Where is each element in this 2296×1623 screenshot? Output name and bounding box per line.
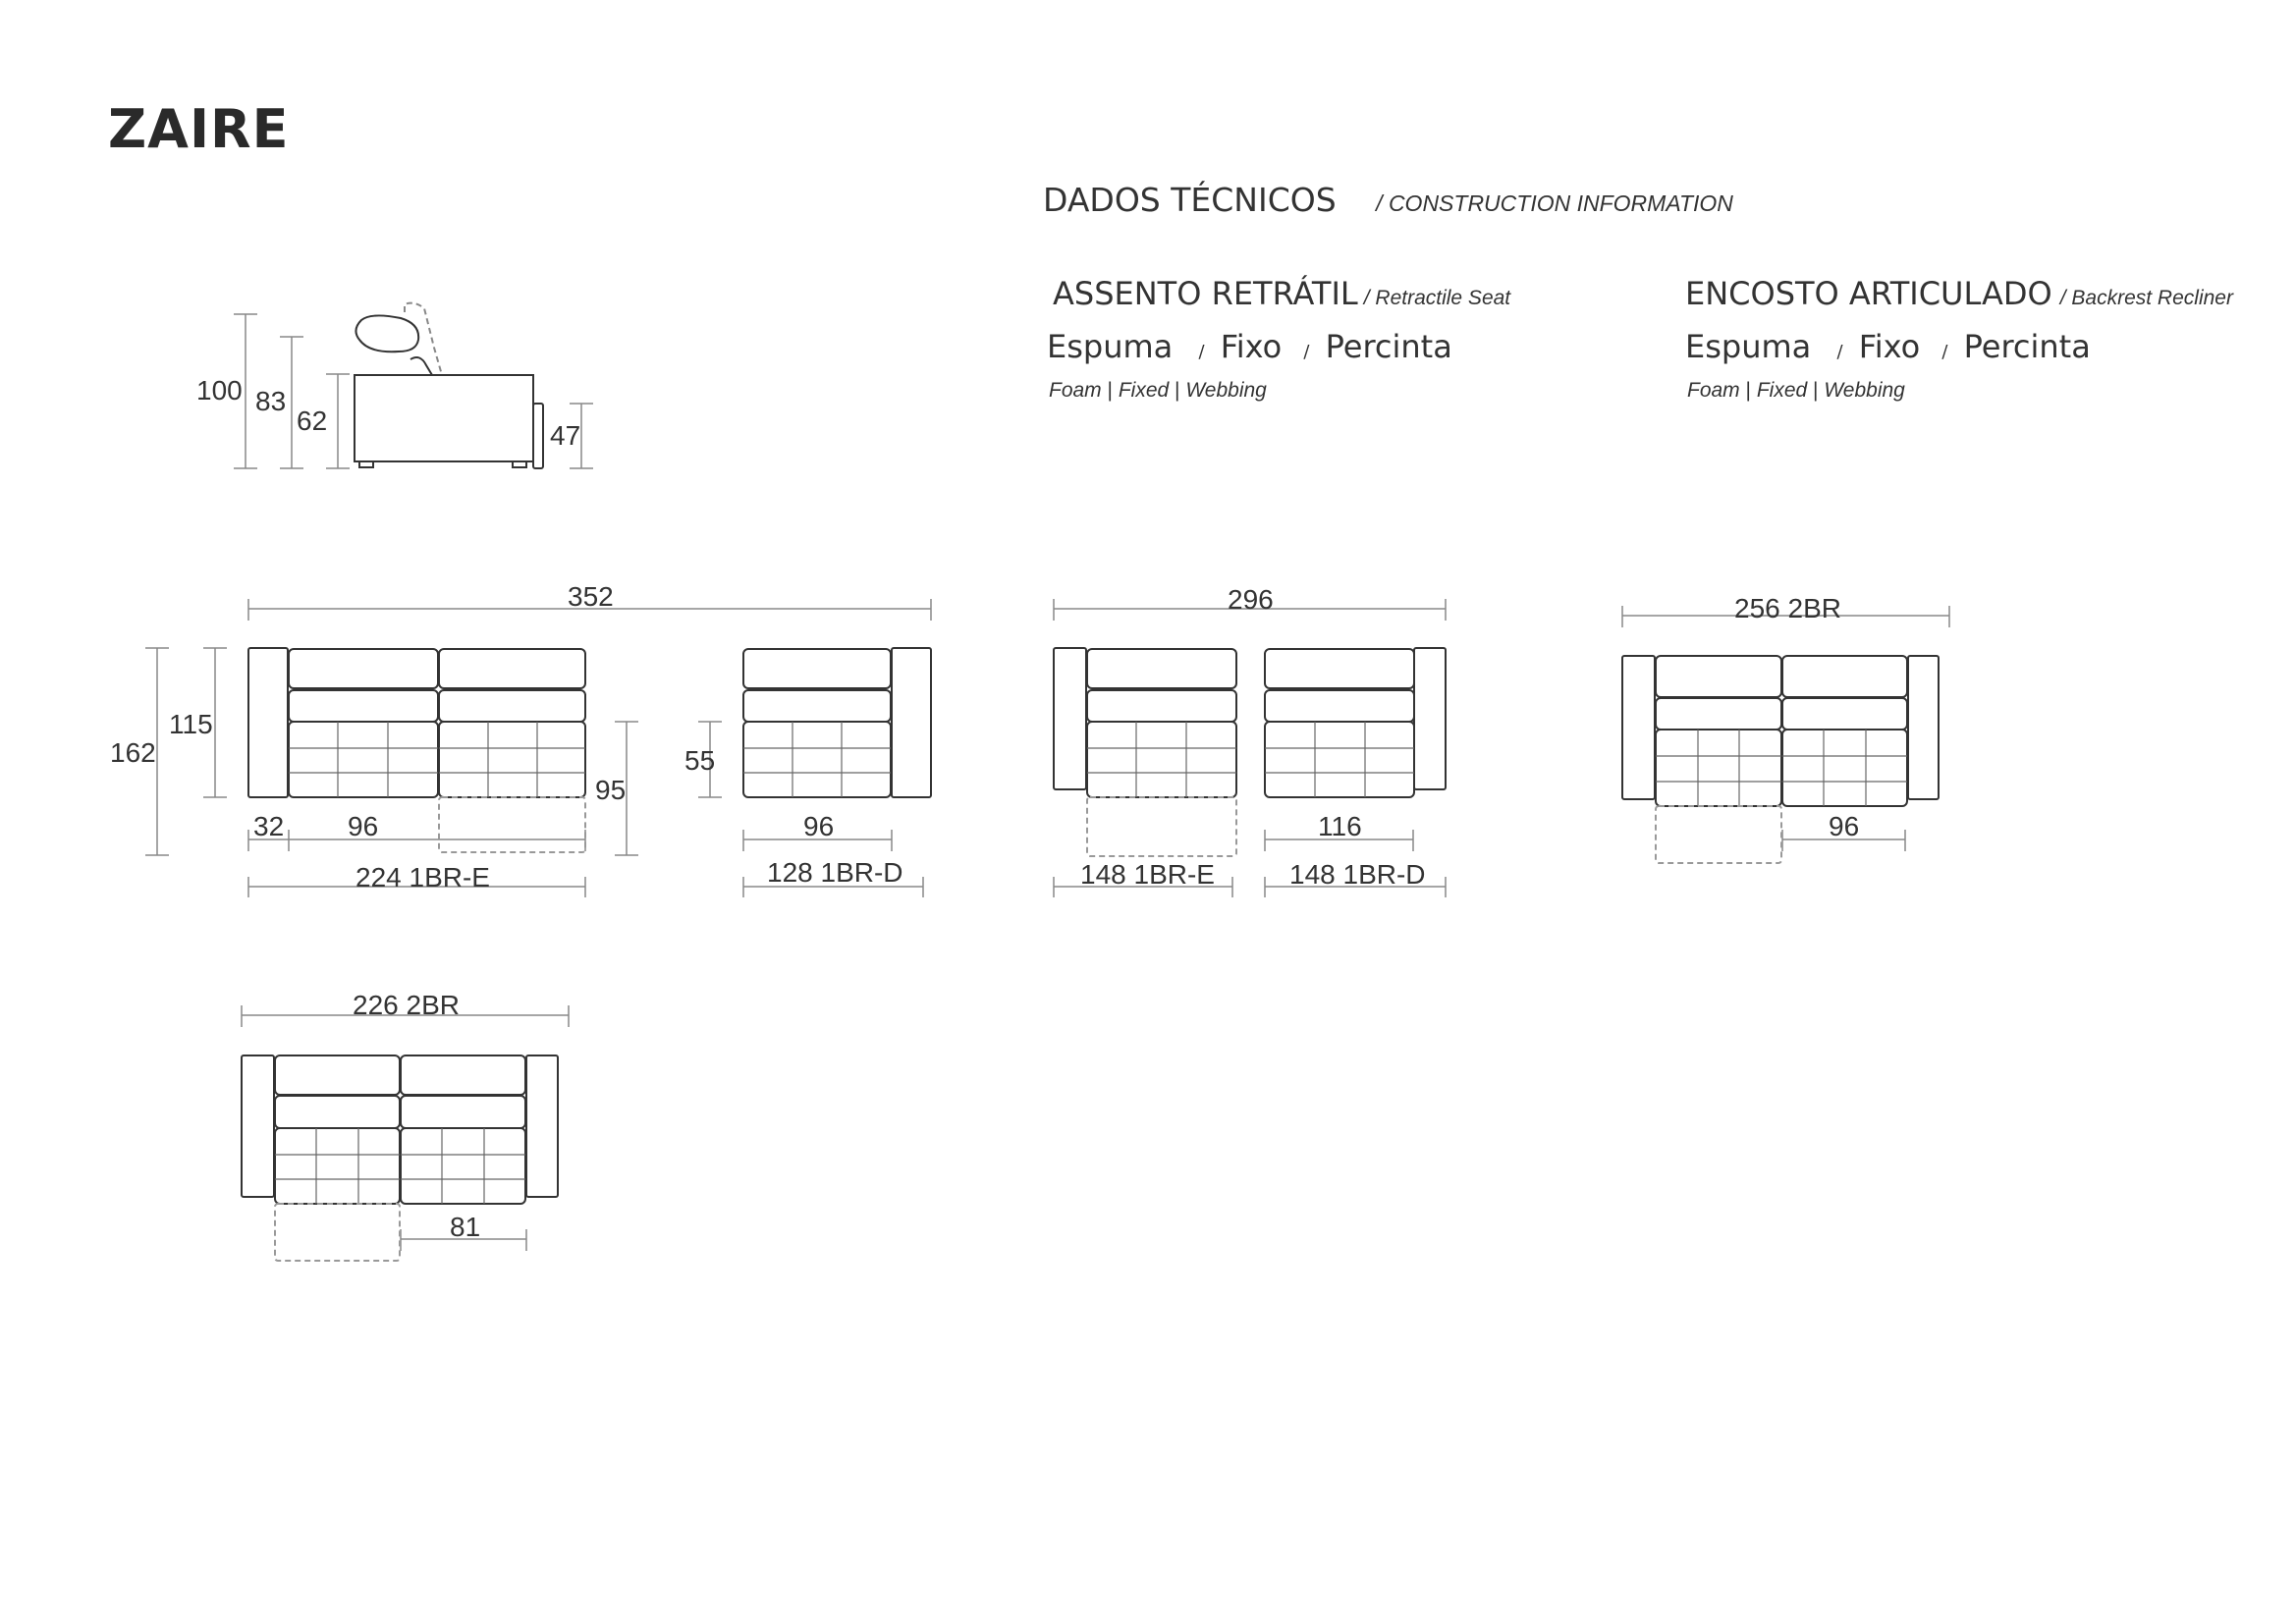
material-fixed-en: Fixed: [1118, 379, 1170, 402]
layout-296: [1054, 599, 1446, 897]
material-fixed-pt: Fixo: [1220, 328, 1283, 365]
dim-height-62: 62: [297, 406, 328, 436]
material-foam-en: Foam: [1687, 379, 1740, 402]
spec-heading-sub: / Retractile Seat: [1363, 287, 1511, 309]
section-title-en: / CONSTRUCTION INFORMATION: [1376, 190, 1733, 216]
dim-55: 55: [684, 745, 716, 776]
layout-352: [145, 599, 931, 897]
section-title-pt: DADOS TÉCNICOS: [1043, 181, 1337, 219]
material-fixed-pt: Fixo: [1858, 328, 1921, 365]
label-226-2br: 226 2BR: [353, 990, 460, 1020]
material-webbing-pt: Percinta: [1963, 328, 2091, 365]
material-foam-pt: Espuma: [1685, 328, 1812, 365]
material-fixed-en: Fixed: [1756, 379, 1808, 402]
spec-materials-en: Foam | Fixed | Webbing: [1049, 379, 1267, 402]
dim-height-100: 100: [196, 375, 243, 406]
dim-116: 116: [1318, 811, 1362, 841]
dim-height-47: 47: [550, 420, 581, 451]
material-webbing-pt: Percinta: [1325, 328, 1452, 365]
separator: /: [1836, 342, 1843, 362]
layout-256-2br: [1622, 606, 1949, 863]
separator: /: [1941, 342, 1948, 362]
label-256-2br: 256 2BR: [1734, 593, 1841, 623]
layout-226-2br: [242, 1005, 569, 1261]
material-webbing-en: Webbing: [1824, 379, 1905, 402]
material-foam-pt: Espuma: [1047, 328, 1174, 365]
separator: /: [1198, 342, 1205, 362]
label-148-1br-d: 148 1BR-D: [1289, 859, 1426, 890]
dim-95: 95: [595, 775, 627, 805]
spec-heading-label: ENCOSTO ARTICULADO: [1685, 275, 2052, 312]
label-128-1br-d: 128 1BR-D: [767, 857, 903, 888]
separator: /: [1303, 342, 1310, 362]
side-view-drawing: [234, 303, 593, 468]
product-title: ZAIRE: [108, 98, 290, 160]
material-foam-en: Foam: [1049, 379, 1102, 402]
dim-115: 115: [169, 709, 213, 739]
dim-296: 296: [1228, 584, 1274, 615]
label-224-1br-e: 224 1BR-E: [355, 862, 490, 893]
dim-352: 352: [568, 581, 614, 612]
material-webbing-en: Webbing: [1185, 379, 1267, 402]
spec-heading-sub: / Backrest Recliner: [2059, 287, 2233, 309]
label-148-1br-e: 148 1BR-E: [1080, 859, 1215, 890]
spec-materials-en-2: Foam | Fixed | Webbing: [1687, 379, 1905, 402]
dim-height-83: 83: [255, 386, 287, 416]
dim-96-b: 96: [803, 811, 835, 841]
spec-heading-label: ASSENTO RETRÁTIL: [1053, 275, 1358, 312]
dim-32: 32: [253, 811, 285, 841]
dim-96-a: 96: [348, 811, 379, 841]
dim-162: 162: [110, 737, 156, 768]
dim-81: 81: [450, 1212, 481, 1242]
dim-96-c: 96: [1829, 811, 1860, 841]
